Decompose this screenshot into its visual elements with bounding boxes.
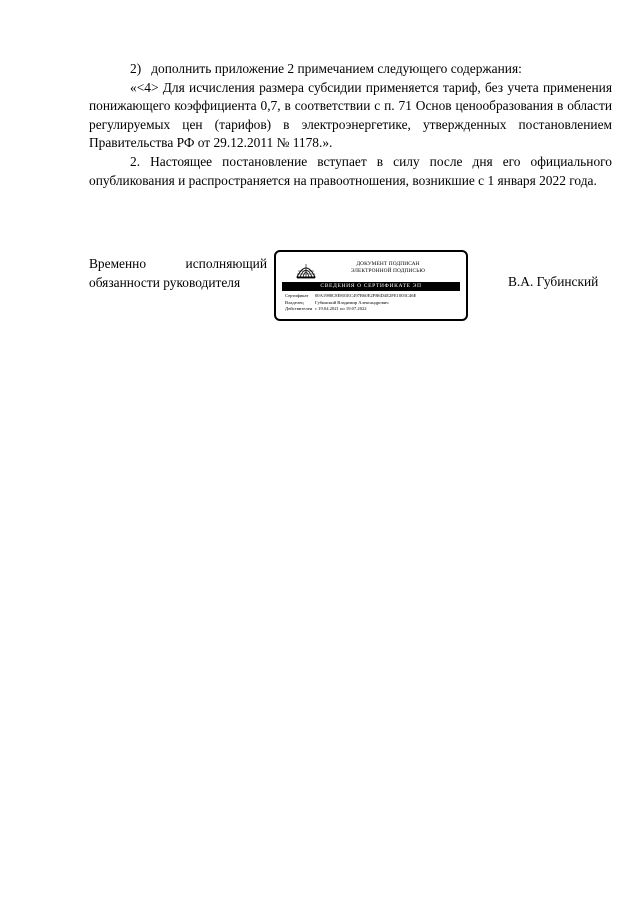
stamp-row-value: Губинский Владимир Александрович xyxy=(315,299,389,305)
paragraph-item-2: 2) дополнить приложение 2 примечанием следующего содержания: xyxy=(130,61,522,76)
electronic-signature-stamp xyxy=(274,250,468,321)
position-word-2: исполняющий xyxy=(185,256,267,271)
stamp-title xyxy=(320,261,456,275)
stamp-row-label: Владелец xyxy=(285,299,304,305)
stamp-title-line-2: ЭЛЕКТРОННОЙ ПОДПИСЬЮ xyxy=(350,268,426,274)
stamp-row-value: 00A1988C8E801EC497B60E2FB6D4E2FE1003C46E xyxy=(315,293,417,298)
coat-of-arms-icon xyxy=(295,261,317,279)
stamp-row-certificate xyxy=(285,293,463,300)
signatory-name: В.А. Губинский xyxy=(508,274,599,289)
position-line-1 xyxy=(89,255,267,274)
stamp-row-value: с 19.04.2021 по 19.07.2022 xyxy=(315,306,367,312)
document-body xyxy=(89,60,612,190)
position-word-1: Временно xyxy=(89,256,147,271)
paragraph-note-4: «<4> Для исчисления размера субсидии применяется тариф, без учета применения понижающего коэффициента 0,7, в соответствии с п. 71 Основ ценообразования в области регулируемых цен (тарифов) в электроэнергетике, утвержденных постановлением Правительства РФ от 29.12.2011 № 1178.». xyxy=(89,79,612,151)
stamp-certificate-details xyxy=(285,293,463,313)
paragraph-effective-date: 2. Настоящее постановление вступает в силу после дня его официального опубликования и распространяется на правоотношения, возникшие с 1 января 2022 года. xyxy=(89,153,612,188)
stamp-certificate-banner: СВЕДЕНИЯ О СЕРТИФИКАТЕ ЭП xyxy=(282,282,460,291)
stamp-title-line-1: ДОКУМЕНТ ПОДПИСАН xyxy=(356,261,420,267)
stamp-row-validity xyxy=(285,306,463,313)
stamp-row-owner xyxy=(285,300,463,307)
signatory-position xyxy=(89,255,267,292)
stamp-row-label: Действителен xyxy=(285,306,313,312)
stamp-row-label: Сертификат xyxy=(285,293,309,298)
position-line-2: обязанности руководителя xyxy=(89,274,241,290)
